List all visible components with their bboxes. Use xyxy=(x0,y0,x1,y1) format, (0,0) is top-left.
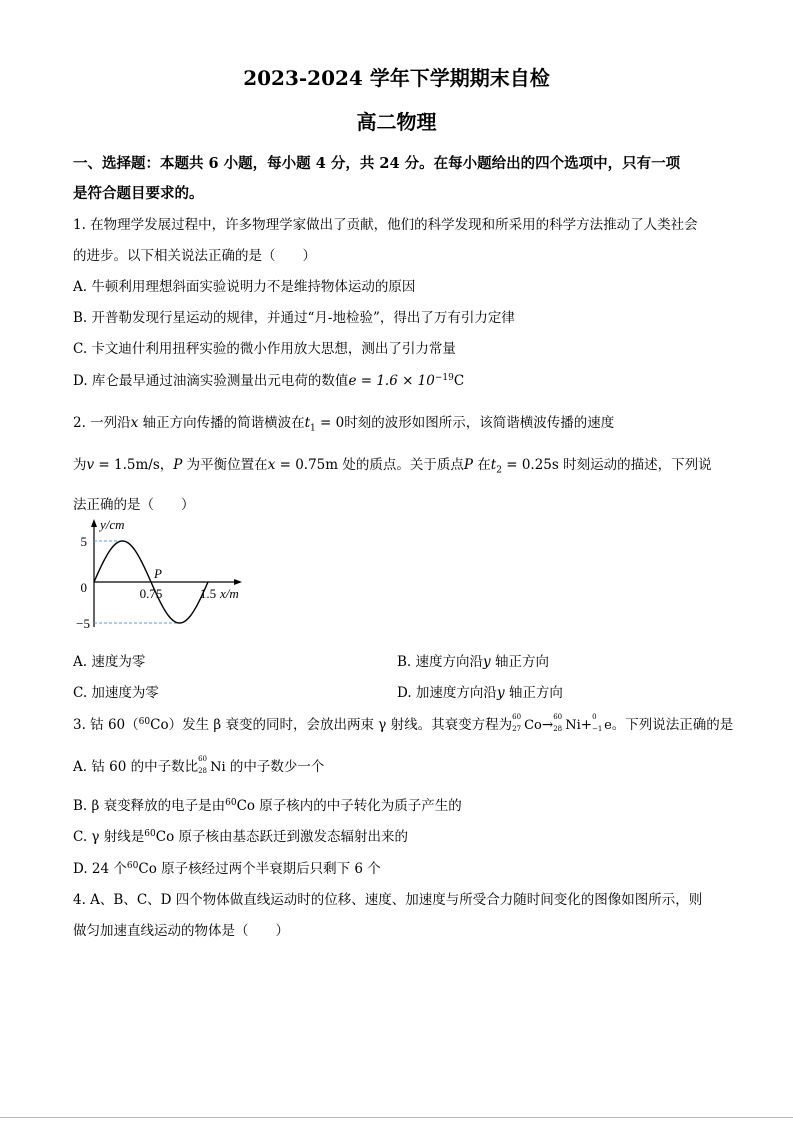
plus-sign: + xyxy=(580,717,593,733)
q2-var-x: x xyxy=(130,415,139,431)
q3-option-b-text: B. β 衰变释放的电子是由 xyxy=(73,798,226,814)
q1-option-d-unit: C xyxy=(453,373,465,389)
q3-decay-equation xyxy=(512,713,542,733)
q2-option-d-var: y xyxy=(496,685,505,701)
q3-option-b xyxy=(73,794,462,814)
q1-option-d-exponent: −19 xyxy=(434,373,454,383)
q3-text: 3. 钴 60（ xyxy=(73,717,139,733)
co-symbol: Co xyxy=(524,718,542,733)
q2-value: = 0.25s xyxy=(501,457,559,473)
q3-electron xyxy=(592,713,612,733)
q3-option-a-text: A. 钴 60 的中子数比 xyxy=(73,759,199,775)
exam-title: 2023-2024 学年下学期期末自检 xyxy=(243,66,550,90)
ni-symbol: Ni xyxy=(210,760,226,775)
q2-stem-line1 xyxy=(73,411,614,434)
q2-var-x: x xyxy=(267,457,276,473)
q3-option-d xyxy=(73,857,381,877)
point-p-label: P xyxy=(154,566,162,581)
q1-option-b: B. 开普勒发现行星运动的规律，并通过“月-地检验”，得出了万有引力定律 xyxy=(73,310,515,326)
q3-stem-line1 xyxy=(73,713,733,733)
e-mass: 0 xyxy=(592,713,597,721)
q2-value: = 1.5m/s xyxy=(94,457,160,473)
ni-mass: 60 xyxy=(553,713,563,721)
y-tick-label: −5 xyxy=(76,616,90,631)
q2-var-p: P xyxy=(463,457,473,473)
q2-option-b-var: y xyxy=(483,654,491,670)
q3-option-b-mass: 60 xyxy=(225,798,237,808)
q1-stem-line2: 的进步。以下相关说法正确的是（ ） xyxy=(73,248,316,264)
q2-text: 时刻运动的描述，下列说 xyxy=(558,457,712,473)
x-tick-label: 1.5 xyxy=(199,586,217,601)
co-mass: 60 xyxy=(512,713,522,721)
co-atomic: 27 xyxy=(512,725,522,733)
q2-text: 处的质点。关于质点 xyxy=(338,457,464,473)
q3-option-d-mass: 60 xyxy=(126,861,139,871)
decay-arrow: → xyxy=(541,717,554,733)
y-tick-label: 5 xyxy=(80,534,87,549)
q3-option-a xyxy=(73,755,324,775)
wave-graph xyxy=(70,515,250,635)
q3-option-c xyxy=(73,825,408,845)
q3-option-c-text: Co 原子核由基态跃迁到激发态辐射出来的 xyxy=(155,829,408,845)
ni-atomic: 28 xyxy=(198,767,208,775)
q2-option-d-text: 轴正方向 xyxy=(504,685,563,701)
q3-mass-number: 60 xyxy=(138,717,151,727)
q3-option-c-mass: 60 xyxy=(144,829,156,839)
q4-stem-line2: 做匀加速直线运动的物体是（ ） xyxy=(73,923,289,939)
q2-text: 为 xyxy=(73,457,87,473)
q2-text: 为平衡位置在 xyxy=(182,457,268,473)
q1-option-a: A. 牛顿利用理想斜面实验说明力不是维持物体运动的原因 xyxy=(73,279,416,295)
q2-stem-line2 xyxy=(73,453,712,476)
q3-text: 。下列说法正确的是 xyxy=(611,717,734,733)
q2-var-t: t xyxy=(304,415,311,431)
q3-ni xyxy=(553,713,581,733)
q2-text: ， xyxy=(159,457,174,473)
q2-option-d xyxy=(397,681,563,701)
q3-option-b-text: Co 原子核内的中子转化为质子产生的 xyxy=(236,798,462,814)
y-axis-arrow-icon xyxy=(91,519,97,527)
q1-option-d xyxy=(73,369,464,389)
q2-var-t: t xyxy=(490,457,497,473)
q2-sub: 2 xyxy=(496,465,502,476)
q2-value: = 0 xyxy=(315,415,345,431)
q1-stem-line1: 1. 在物理学发展过程中，许多物理学家做出了贡献，他们的科学发现和所采用的科学方法推动了人类社会 xyxy=(73,217,698,233)
q3-option-a-text: 的中子数少一个 xyxy=(225,759,325,775)
q4-stem-line1: 4. A、B、C、D 四个物体做直线运动时的位移、速度、加速度与所受合力随时间变化的图像如图所示，则 xyxy=(73,892,703,908)
q3-text: Co）发生 β 衰变的同时，会放出两束 γ 射线。其衰变方程为 xyxy=(150,717,513,733)
origin-label: 0 xyxy=(80,580,87,595)
page-bottom-rule xyxy=(0,1117,793,1118)
x-axis-label: x/m xyxy=(220,586,239,601)
q2-text: 在 xyxy=(472,457,491,473)
q3-option-d-text: Co 原子核经过两个半衰期后只剩下 6 个 xyxy=(138,861,381,877)
ni-symbol: Ni xyxy=(565,718,581,733)
q1-option-d-text: D. 库仑最早通过油滴实验测量出元电荷的数值 xyxy=(73,373,349,389)
q2-var-p: P xyxy=(173,457,183,473)
y-axis-label: y/cm xyxy=(100,517,125,532)
ni-mass: 60 xyxy=(198,755,208,763)
q2-option-a: A. 速度为零 xyxy=(73,654,146,670)
q2-sub: 1 xyxy=(310,423,316,434)
q2-text: 2. 一列沿 xyxy=(73,415,131,431)
q2-value: = 0.75m xyxy=(275,457,339,473)
q2-option-b xyxy=(397,650,549,670)
q2-option-b-text: B. 速度方向沿 xyxy=(397,654,484,670)
q1-option-d-formula: e = 1.6 × 10 xyxy=(348,373,435,389)
q2-option-c: C. 加速度为零 xyxy=(73,685,159,701)
x-axis-arrow-icon xyxy=(234,579,242,585)
section-heading-line2: 是符合题目要求的。 xyxy=(73,185,204,202)
q2-option-d-text: D. 加速度方向沿 xyxy=(397,685,497,701)
q3-option-c-text: C. γ 射线是 xyxy=(73,829,145,845)
section-heading-line1: 一、选择题：本题共 6 小题，每小题 4 分，共 24 分。在每小题给出的四个选项中，只有一项 xyxy=(73,155,681,172)
exam-subject: 高二物理 xyxy=(356,110,437,134)
q2-text: 时刻的波形如图所示，该简谐横波传播的速度 xyxy=(344,415,615,431)
q2-var-v: v xyxy=(86,457,95,473)
q2-stem-line3: 法正确的是（ ） xyxy=(73,497,195,513)
q3-option-a-ni xyxy=(198,755,226,775)
e-charge: −1 xyxy=(592,725,603,733)
q2-option-b-text: 轴正方向 xyxy=(490,654,549,670)
ni-atomic: 28 xyxy=(553,725,563,733)
q2-text: 轴正方向传播的简谐横波在 xyxy=(138,415,305,431)
e-symbol: e xyxy=(604,718,612,733)
q1-option-c: C. 卡文迪什利用扭秤实验的微小作用放大思想，测出了引力常量 xyxy=(73,341,456,357)
q3-option-d-text: D. 24 个 xyxy=(73,861,127,877)
x-tick-label: 0.75 xyxy=(139,586,163,601)
wave-layer xyxy=(76,517,242,631)
